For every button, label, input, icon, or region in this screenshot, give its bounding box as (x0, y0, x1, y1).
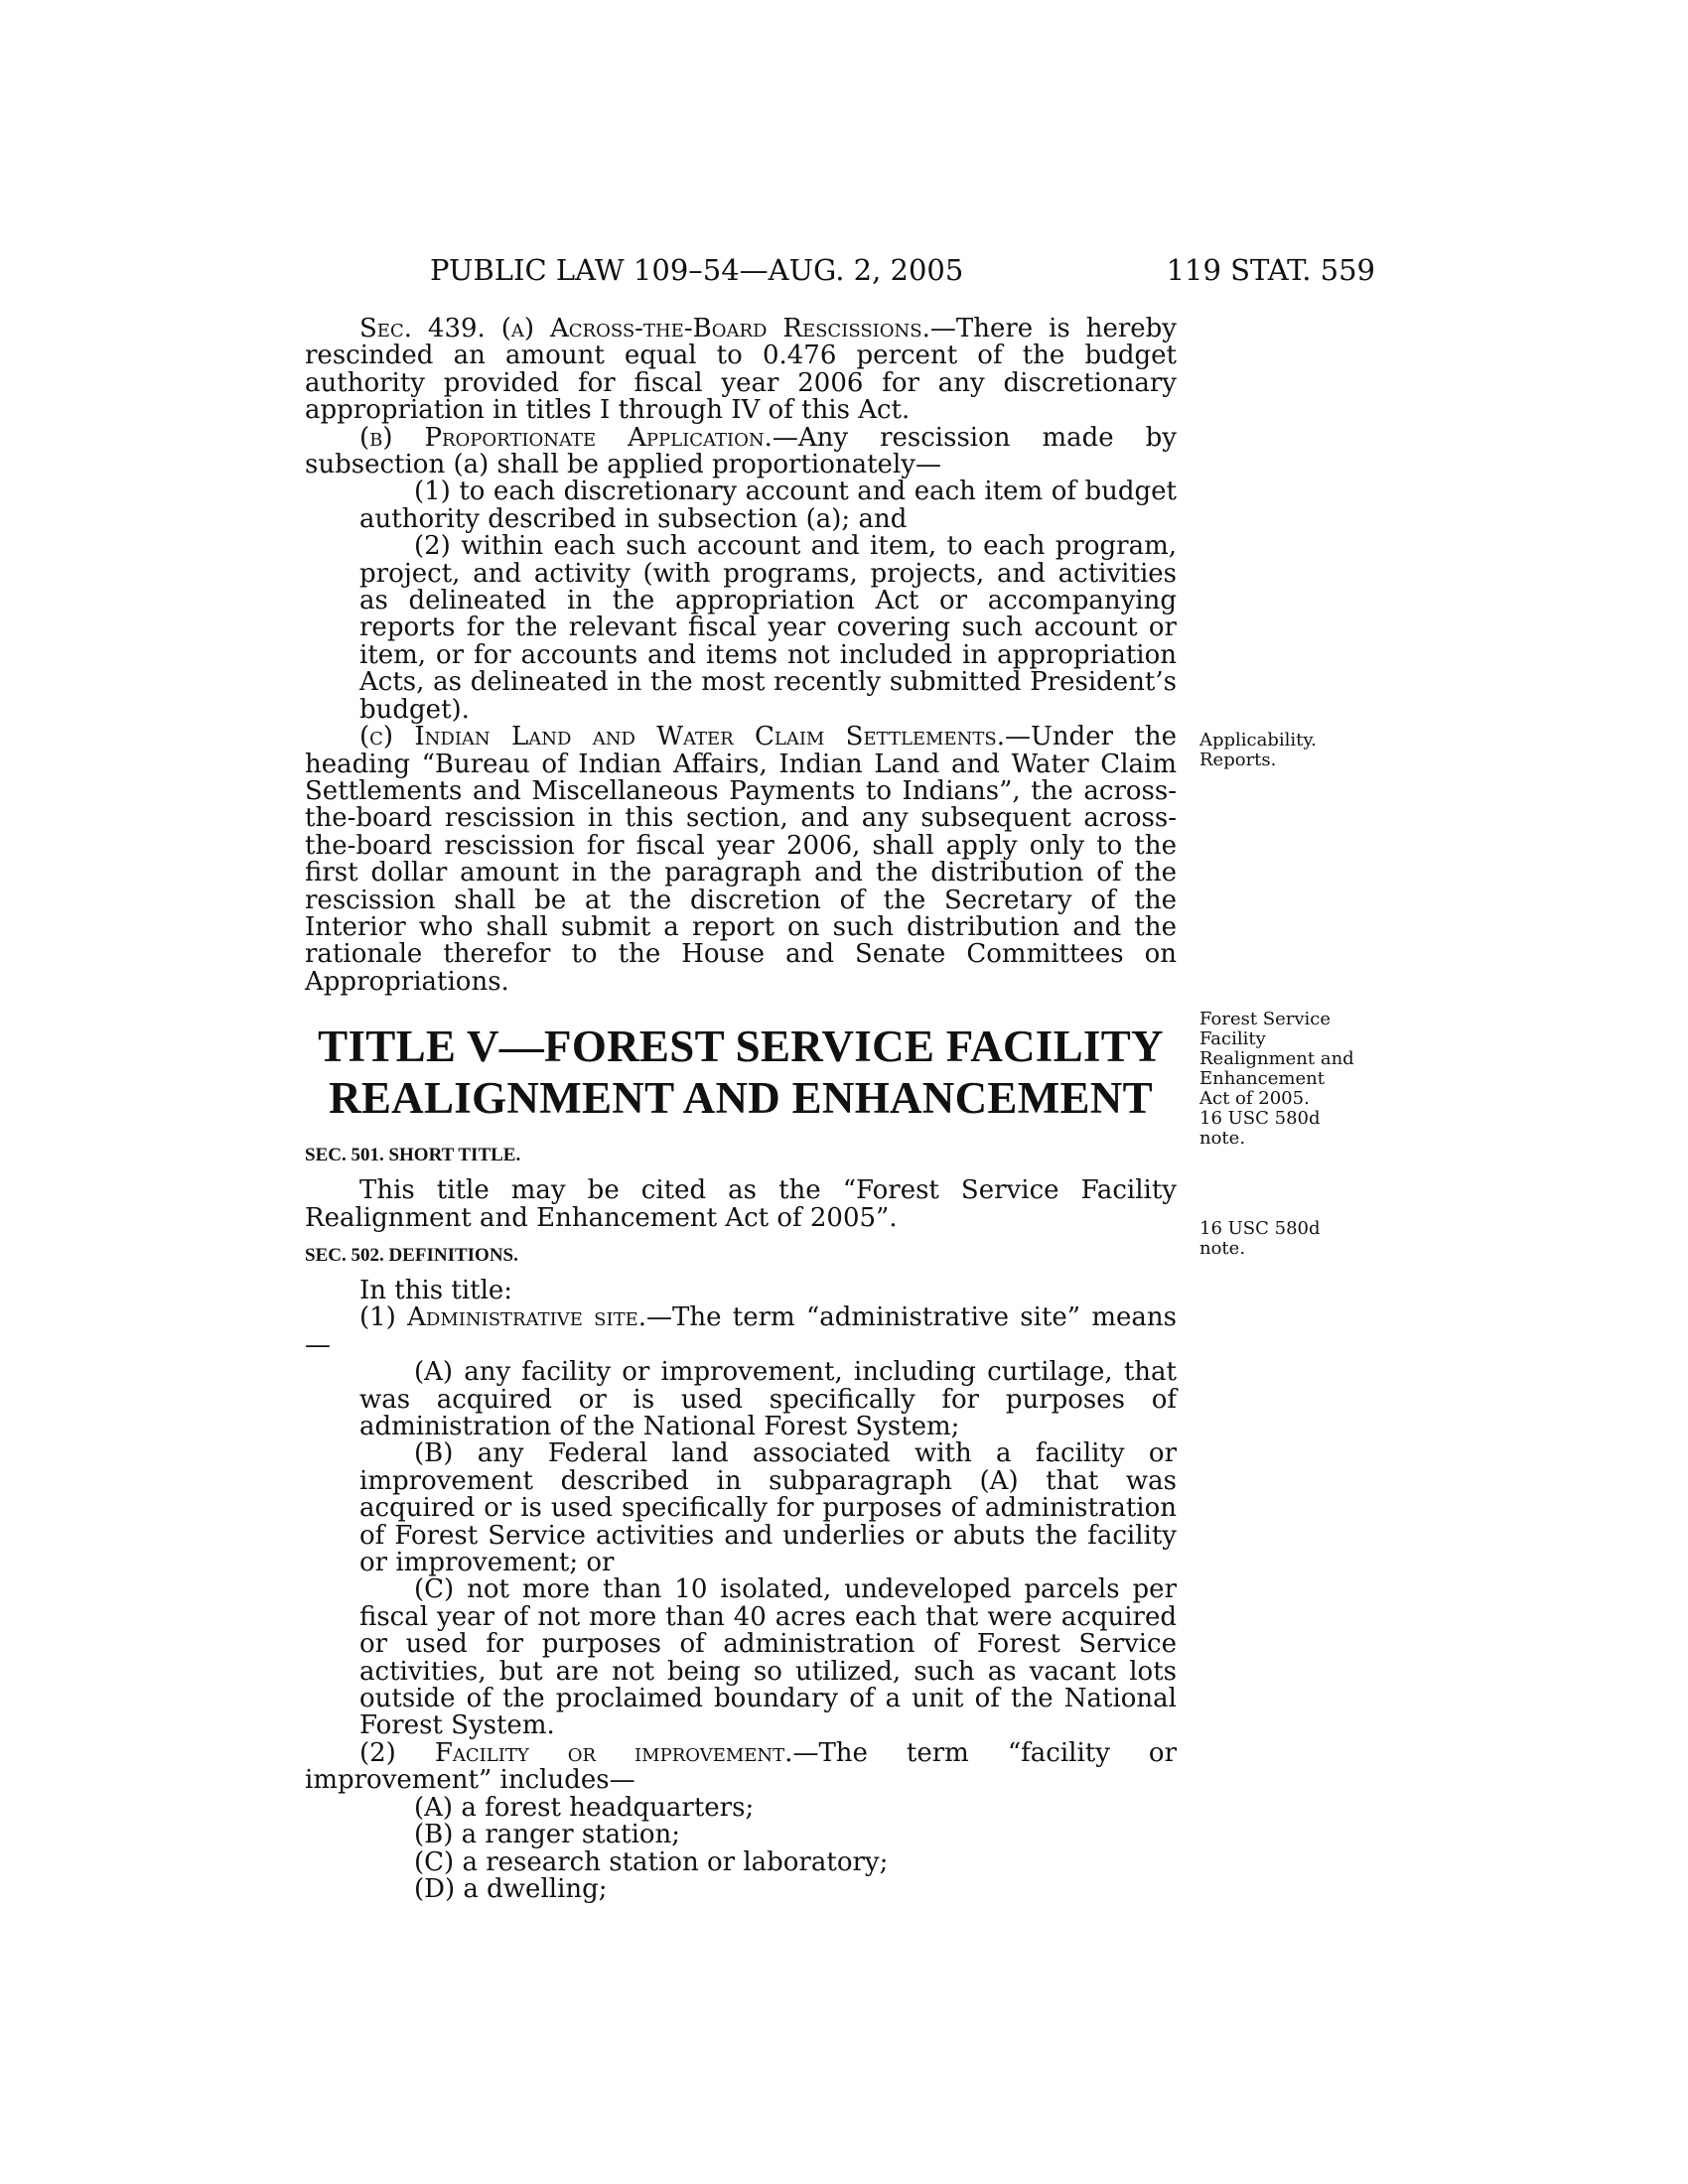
margin-note-line: Realignment and (1199, 1048, 1354, 1069)
sec502-p1-subparagraph-a: (A) any facility or improvement, including curtilage, that was acquired or is used specifically for purposes of administration of the National Forest System; (359, 1357, 1177, 1441)
sec501-text: This title may be cited as the “Forest Service Facility Realignment and Enhancement Act of 2005”. (305, 1175, 1177, 1233)
sec502-p2-subparagraph-b: (B) a ranger station; (414, 1820, 681, 1850)
sec439-b-paragraph-1: (1) to each discretionary account and each item of budget authority described in subsection (a); and (359, 477, 1177, 534)
sec502-p2-subparagraph-a: (A) a forest headquarters; (414, 1792, 755, 1823)
margin-note-line: 16 USC 580d (1199, 1218, 1321, 1239)
sec502-p1-subparagraph-c: (C) not more than 10 isolated, undeveloped parcels per fiscal year of not more than 40 acres each that were acquired or used for purposes of administration of Forest Service activities, but are not being so utilized, such as vacant lots outside of the proclaimed boundary of a unit of the National Forest System. (359, 1574, 1177, 1741)
sec439-a-text: —There is hereby rescinded an amount equal to 0.476 percent of the budget authority provided for fiscal year 2006 for any discretionary appropriation in titles I through IV of this Act. (305, 314, 1177, 426)
sec439-b-paragraph-2: (2) within each such account and item, to each program, project, and activity (with programs, projects, and activities as delineated in the appropriation Act or accompanying reports for the relevant fiscal year covering such account or item, or for accounts and items not included in appropriation Acts, as delineated in the most recently submitted President’s budget). (359, 531, 1177, 725)
title-v-heading (305, 1021, 1177, 1124)
margin-note-line: Reports. (1199, 750, 1277, 770)
sec502-p2-subparagraph-c: (C) a research station or laboratory; (414, 1846, 889, 1877)
margin-note-line: Forest Service (1199, 1009, 1332, 1029)
margin-note-line: Facility (1199, 1028, 1266, 1049)
running-head: PUBLIC LAW 109–54—AUG. 2, 2005 (430, 253, 964, 287)
margin-note-line: note. (1199, 1128, 1246, 1149)
title-v-line1: TITLE V—FOREST SERVICE FACILITY (318, 1022, 1164, 1072)
sec502-p2-subparagraph-d: (D) a dwelling; (414, 1873, 608, 1904)
margin-note-line: 16 USC 580d (1199, 1108, 1321, 1129)
sec501-heading: SEC. 501. SHORT TITLE. (305, 1145, 521, 1166)
page-header (430, 250, 1375, 290)
margin-note-line: note. (1199, 1238, 1246, 1259)
margin-note-short-title-citation (1199, 1010, 1383, 1149)
margin-note-applicability (1199, 731, 1383, 770)
margin-note-line: Act of 2005. (1199, 1088, 1310, 1109)
sec502-p2-text: —The term “facility or improvement” includes— (305, 1737, 1178, 1796)
sec502-paragraph-2 (305, 1737, 1178, 1796)
sec439-subsection-a (305, 316, 1177, 425)
sec439-b-text: —Any rescission made by subsection (a) shall be applied proportionately— (305, 422, 1177, 480)
sec439-c-label: (c) Indian Land and Water Claim Settlements. (359, 722, 1005, 752)
title-v-line2: REALIGNMENT AND ENHANCEMENT (329, 1073, 1153, 1124)
sec439-b-label: (b) Proportionate Application. (359, 422, 773, 453)
sec439-subsection-b (305, 422, 1177, 480)
stat-page-number: 119 STAT. 559 (1166, 253, 1375, 287)
sec502-paragraph-1 (305, 1304, 1177, 1359)
sec502-p1-text: —The term “administrative site” means— (305, 1302, 1177, 1360)
sec502-heading: SEC. 502. DEFINITIONS. (305, 1244, 518, 1266)
sec439-subsection-c (305, 724, 1177, 996)
page-body (305, 316, 1177, 1903)
sec502-p1-subparagraph-b: (B) any Federal land associated with a facility or improvement described in subparagraph (A) that was acquired or is used specifically for purposes of administration of Forest Service activities and underlies or abuts the facility or improvement; or (359, 1438, 1177, 1578)
sec502-p2-label: (2) Facility or improvement. (359, 1737, 793, 1768)
margin-note-definitions-citation (1199, 1219, 1383, 1259)
sec502-intro: In this title: (359, 1275, 513, 1305)
margin-note-line: Applicability. (1199, 730, 1317, 751)
sec439-c-text: —Under the heading “Bureau of Indian Affairs, Indian Land and Water Claim Settlements and Miscellaneous Payments to Indians”, the across-the-board rescission in this section, and any subsequent across-the-board rescission for fiscal year 2006, shall apply only to the first dollar amount in the paragraph and the distribution of the rescission shall be at the discretion of the Secretary of the Interior who shall submit a report on such distribution and the rationale therefor to the House and Senate Committees on Appropriations. (305, 722, 1177, 997)
margin-note-line: Enhancement (1199, 1068, 1325, 1089)
sec502-p1-label: (1) Administrative site. (359, 1302, 647, 1333)
sec439-a-label: Sec. 439. (a) Across-the-Board Rescissions. (359, 314, 930, 343)
